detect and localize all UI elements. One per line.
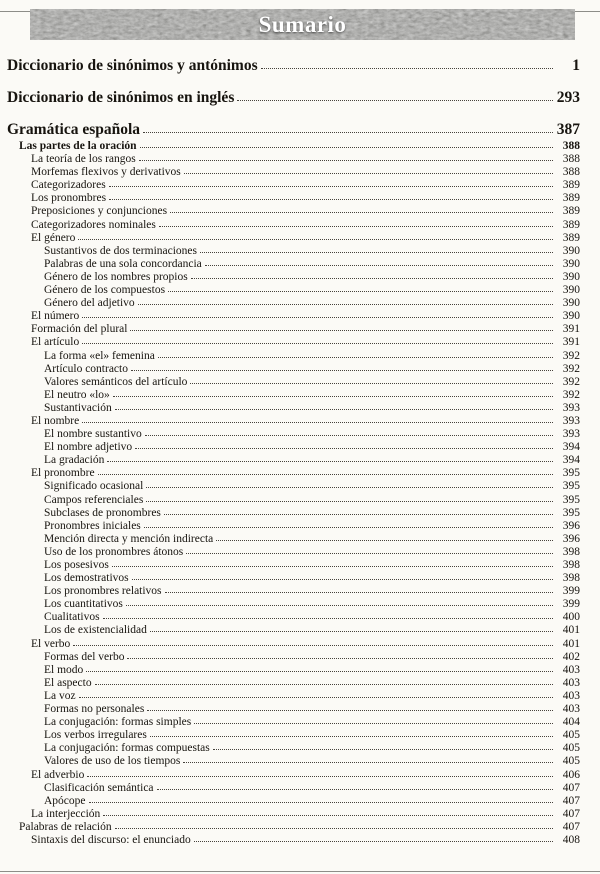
toc-entry-label: Diccionario de sinónimos y antónimos xyxy=(7,57,258,74)
dot-leader xyxy=(147,710,553,711)
dot-leader xyxy=(183,762,553,763)
toc-entry xyxy=(44,677,580,690)
toc-entry xyxy=(44,480,580,493)
toc-entry-label: La forma «el» femenina xyxy=(44,349,155,362)
toc-entry-label: Preposiciones y conjunciones xyxy=(31,205,168,218)
toc-entry-page: 396 xyxy=(562,519,580,532)
toc-entry-label: El género xyxy=(31,231,76,244)
toc-entry-label: El modo xyxy=(44,663,84,676)
toc-entry-label: La voz xyxy=(44,689,76,702)
dot-leader xyxy=(98,474,553,475)
dot-leader xyxy=(143,132,553,133)
toc-entry-label: El pronombre xyxy=(31,467,95,480)
toc-entry xyxy=(44,611,580,624)
toc-entry-label: Sintaxis del discurso: el enunciado xyxy=(31,833,191,846)
toc-entry-label: El nombre sustantivo xyxy=(44,428,142,441)
toc-entry-page: 389 xyxy=(562,205,580,218)
toc-entry-page: 398 xyxy=(562,572,580,585)
dot-leader xyxy=(213,749,553,750)
toc-entry-label: Uso de los pronombres átonos xyxy=(44,545,184,558)
toc-entry-page: 405 xyxy=(562,755,580,768)
toc-entry xyxy=(31,232,580,245)
toc-entry-label: La interjección xyxy=(31,807,101,820)
dot-leader xyxy=(112,566,553,567)
toc-entry xyxy=(44,454,580,467)
toc-entry xyxy=(7,88,580,108)
dot-leader xyxy=(170,212,553,213)
toc-entry xyxy=(44,690,580,703)
toc-entry xyxy=(44,428,580,441)
toc-entry xyxy=(31,638,580,651)
dot-leader xyxy=(113,396,553,397)
toc-entry xyxy=(44,703,580,716)
dot-leader xyxy=(109,199,553,200)
toc-entry-page: 390 xyxy=(562,270,580,283)
dot-leader xyxy=(78,239,553,240)
toc-entry-label: Los de existencialidad xyxy=(44,624,147,637)
dot-leader xyxy=(164,514,553,515)
dot-leader xyxy=(107,461,553,462)
toc-entry xyxy=(44,755,580,768)
dot-leader xyxy=(159,226,553,227)
toc-entry-page: 402 xyxy=(562,650,580,663)
dot-leader xyxy=(190,383,553,384)
toc-entry xyxy=(44,402,580,415)
toc-entry-page: 403 xyxy=(562,663,580,676)
dot-leader xyxy=(145,435,553,436)
toc-entry-label: Valores semánticos del artículo xyxy=(44,375,188,388)
toc-entry xyxy=(44,559,580,572)
dot-leader xyxy=(150,631,553,632)
toc-entry xyxy=(44,598,580,611)
dot-leader xyxy=(194,841,553,842)
toc-entry-label: Morfemas flexivos y derivativos xyxy=(31,166,181,179)
dot-leader xyxy=(82,317,553,318)
toc-entry-label: La gradación xyxy=(44,454,105,467)
dot-leader xyxy=(95,684,553,685)
toc-entry-page: 401 xyxy=(562,624,580,637)
toc-entry-label: Mención directa y mención indirecta xyxy=(44,532,214,545)
toc-entry-label: Valores de uso de los tiempos xyxy=(44,755,181,768)
toc-entry-page: 390 xyxy=(562,257,580,270)
toc-entry-label: Los verbos irregulares xyxy=(44,729,147,742)
toc-entry-page: 403 xyxy=(562,676,580,689)
toc-entry-label: Género del adjetivo xyxy=(44,297,135,310)
toc-entry-label: El nombre adjetivo xyxy=(44,441,133,454)
toc-entry-page: 390 xyxy=(562,244,580,257)
toc-entry-page: 400 xyxy=(562,611,580,624)
toc-entry xyxy=(44,245,580,258)
dot-leader xyxy=(216,540,553,541)
toc-entry-label: El neutro «lo» xyxy=(44,388,110,401)
toc-entry xyxy=(44,795,580,808)
toc-entry-page: 390 xyxy=(562,297,580,310)
toc-entry-page: 388 xyxy=(562,166,580,179)
toc-entry-label: Los cuantitativos xyxy=(44,598,123,611)
toc-entry xyxy=(44,271,580,284)
dot-leader xyxy=(139,160,553,161)
toc-entry-label: La conjugación: formas simples xyxy=(44,716,192,729)
toc-entry-label: Formas del verbo xyxy=(44,650,125,663)
toc-entry xyxy=(44,507,580,520)
toc-entry-label: Los posesivos xyxy=(44,559,109,571)
toc-entry-label: Artículo contracto xyxy=(44,362,128,375)
dot-leader xyxy=(82,343,553,344)
toc-entry xyxy=(44,651,580,664)
toc-entry-label: Los pronombres xyxy=(31,192,107,205)
toc-list xyxy=(7,56,580,847)
toc-entry-label: Subclases de pronombres xyxy=(44,506,161,519)
toc-entry xyxy=(44,664,580,677)
toc-entry-label: Sustantivos de dos terminaciones xyxy=(44,244,197,257)
toc-entry-label: Campos referenciales xyxy=(44,493,144,506)
toc-entry-label: Apócope xyxy=(44,794,86,807)
toc-entry-page: 392 xyxy=(562,349,580,362)
toc-entry xyxy=(44,716,580,729)
toc-entry-page: 408 xyxy=(562,833,580,846)
dot-leader xyxy=(103,815,553,816)
toc-entry xyxy=(44,729,580,742)
toc-entry-label: Significado ocasional xyxy=(44,480,144,493)
page-bottom-rule xyxy=(0,871,600,872)
toc-entry-label: Clasificación semántica xyxy=(44,781,154,794)
toc-entry-label: El número xyxy=(31,310,80,323)
toc-entry xyxy=(31,467,580,480)
toc-entry xyxy=(31,153,580,166)
dot-leader xyxy=(144,527,553,528)
toc-entry xyxy=(31,310,580,323)
dot-leader xyxy=(194,723,553,724)
toc-entry xyxy=(31,166,580,179)
dot-leader xyxy=(132,579,553,580)
dot-leader xyxy=(261,68,553,69)
dot-leader xyxy=(86,671,553,672)
toc-entry-page: 393 xyxy=(562,414,580,427)
dot-leader xyxy=(103,618,553,619)
toc-entry-page: 389 xyxy=(562,179,580,192)
dot-leader xyxy=(138,304,553,305)
toc-entry xyxy=(31,179,580,192)
toc-entry xyxy=(44,297,580,310)
toc-entry xyxy=(44,350,580,363)
toc-entry xyxy=(19,821,580,834)
dot-leader xyxy=(135,448,553,449)
toc-entry xyxy=(31,834,580,847)
dot-leader xyxy=(168,291,553,292)
toc-entry-page: 404 xyxy=(562,716,580,729)
toc-entry-page: 395 xyxy=(562,467,580,480)
toc-entry xyxy=(7,120,580,140)
toc-entry xyxy=(44,742,580,755)
toc-entry-page: 389 xyxy=(562,218,580,231)
dot-leader xyxy=(127,658,553,659)
toc-entry-page: 405 xyxy=(562,729,580,742)
toc-entry-page: 395 xyxy=(562,480,580,493)
dot-leader xyxy=(73,645,553,646)
toc-entry-label: El aspecto xyxy=(44,676,92,689)
toc-entry-page: 393 xyxy=(562,428,580,441)
dot-leader xyxy=(205,265,553,266)
toc-entry-label: Palabras de una sola concordancia xyxy=(44,257,202,270)
toc-entry-page: 405 xyxy=(562,742,580,755)
toc-entry xyxy=(31,205,580,218)
toc-entry-page: 392 xyxy=(562,375,580,388)
dot-leader xyxy=(165,592,553,593)
toc-entry-page: 390 xyxy=(562,284,580,297)
toc-entry-label: Las partes de la oración xyxy=(19,140,137,152)
toc-entry xyxy=(31,808,580,821)
toc-entry-page: 399 xyxy=(562,598,580,611)
toc-entry-page: 398 xyxy=(562,545,580,558)
toc-entry-page: 401 xyxy=(562,637,580,650)
toc-entry-label: La teoría de los rangos xyxy=(31,153,136,166)
toc-entry-label: Sustantivación xyxy=(44,401,112,414)
toc-entry xyxy=(44,258,580,271)
toc-entry-label: Diccionario de sinónimos en inglés xyxy=(7,89,235,106)
dot-leader xyxy=(82,422,553,423)
toc-entry xyxy=(31,415,580,428)
toc-entry xyxy=(7,56,580,76)
toc-entry-page: 293 xyxy=(556,89,580,106)
toc-entry-page: 1 xyxy=(572,57,580,74)
toc-entry xyxy=(44,363,580,376)
toc-entry xyxy=(44,782,580,795)
dot-leader xyxy=(158,357,553,358)
dot-leader xyxy=(146,501,553,502)
toc-entry-page: 407 xyxy=(562,781,580,794)
toc-entry-page: 406 xyxy=(562,768,580,781)
toc-entry xyxy=(44,533,580,546)
toc-entry-label: El nombre xyxy=(31,414,80,427)
toc-entry xyxy=(44,441,580,454)
toc-entry-page: 389 xyxy=(562,192,580,205)
dot-leader xyxy=(79,697,553,698)
toc-entry-page: 398 xyxy=(562,559,580,571)
dot-leader xyxy=(186,553,553,554)
toc-entry-page: 399 xyxy=(562,585,580,598)
toc-entry-page: 391 xyxy=(562,336,580,349)
title-banner xyxy=(30,9,575,40)
toc-entry-label: Género de los nombres propios xyxy=(44,270,188,283)
dot-leader xyxy=(130,330,553,331)
toc-entry-label: Formación del plural xyxy=(31,323,128,336)
toc-entry xyxy=(44,585,580,598)
toc-entry xyxy=(31,192,580,205)
toc-entry-label: Palabras de relación xyxy=(19,820,112,833)
toc-entry-page: 387 xyxy=(556,121,580,138)
toc-entry-page: 395 xyxy=(562,506,580,519)
dot-leader xyxy=(146,487,553,488)
dot-leader xyxy=(150,736,553,737)
toc-entry-label: Categorizadores xyxy=(31,179,106,192)
toc-entry xyxy=(31,769,580,782)
toc-entry xyxy=(44,284,580,297)
dot-leader xyxy=(126,605,553,606)
dot-leader xyxy=(89,802,553,803)
toc-entry-page: 388 xyxy=(562,140,580,152)
dot-leader xyxy=(115,828,553,829)
dot-leader xyxy=(191,278,553,279)
toc-entry-label: Género de los compuestos xyxy=(44,284,166,297)
toc-entry-label: Categorizadores nominales xyxy=(31,218,156,231)
dot-leader xyxy=(184,173,553,174)
dot-leader xyxy=(109,186,553,187)
toc-entry-page: 407 xyxy=(562,820,580,833)
toc-entry-page: 407 xyxy=(562,794,580,807)
toc-entry xyxy=(44,572,580,585)
toc-entry-label: Los demostrativos xyxy=(44,572,129,585)
toc-entry-page: 392 xyxy=(562,388,580,401)
toc-entry-label: El verbo xyxy=(31,637,71,650)
toc-entry-label: Gramática española xyxy=(7,121,141,138)
toc-entry-label: La conjugación: formas compuestas xyxy=(44,742,210,755)
toc-entry xyxy=(44,520,580,533)
toc-entry-page: 396 xyxy=(562,532,580,545)
toc-entry xyxy=(44,376,580,389)
toc-entry xyxy=(44,389,580,402)
toc-entry-page: 403 xyxy=(562,703,580,716)
toc-entry-label: El artículo xyxy=(31,336,80,349)
toc-entry-page: 395 xyxy=(562,493,580,506)
toc-entry-label: El adverbio xyxy=(31,768,85,781)
toc-entry-page: 388 xyxy=(562,153,580,166)
dot-leader xyxy=(140,147,553,148)
toc-entry-page: 391 xyxy=(562,323,580,336)
toc-entry-page: 392 xyxy=(562,362,580,375)
toc-entry-label: Cualitativos xyxy=(44,611,100,624)
toc-entry xyxy=(44,546,580,559)
toc-entry xyxy=(19,140,580,153)
toc-entry-page: 407 xyxy=(562,807,580,820)
page-title: Sumario xyxy=(258,11,347,37)
toc-entry-page: 394 xyxy=(562,454,580,467)
toc-entry-label: Formas no personales xyxy=(44,703,145,716)
dot-leader xyxy=(115,409,553,410)
dot-leader xyxy=(87,776,553,777)
dot-leader xyxy=(131,370,553,371)
dot-leader xyxy=(237,100,553,101)
toc-entry-label: Los pronombres relativos xyxy=(44,585,162,598)
toc-entry-page: 393 xyxy=(562,401,580,414)
toc-entry-page: 403 xyxy=(562,689,580,702)
toc-entry xyxy=(31,336,580,349)
toc-entry-page: 390 xyxy=(562,310,580,323)
toc-entry xyxy=(44,624,580,637)
toc-entry-page: 389 xyxy=(562,231,580,244)
dot-leader xyxy=(200,252,553,253)
toc-entry xyxy=(44,494,580,507)
toc-entry xyxy=(31,219,580,232)
toc-entry xyxy=(31,323,580,336)
toc-entry-page: 394 xyxy=(562,441,580,454)
dot-leader xyxy=(157,789,553,790)
toc-entry-label: Pronombres iniciales xyxy=(44,519,141,532)
